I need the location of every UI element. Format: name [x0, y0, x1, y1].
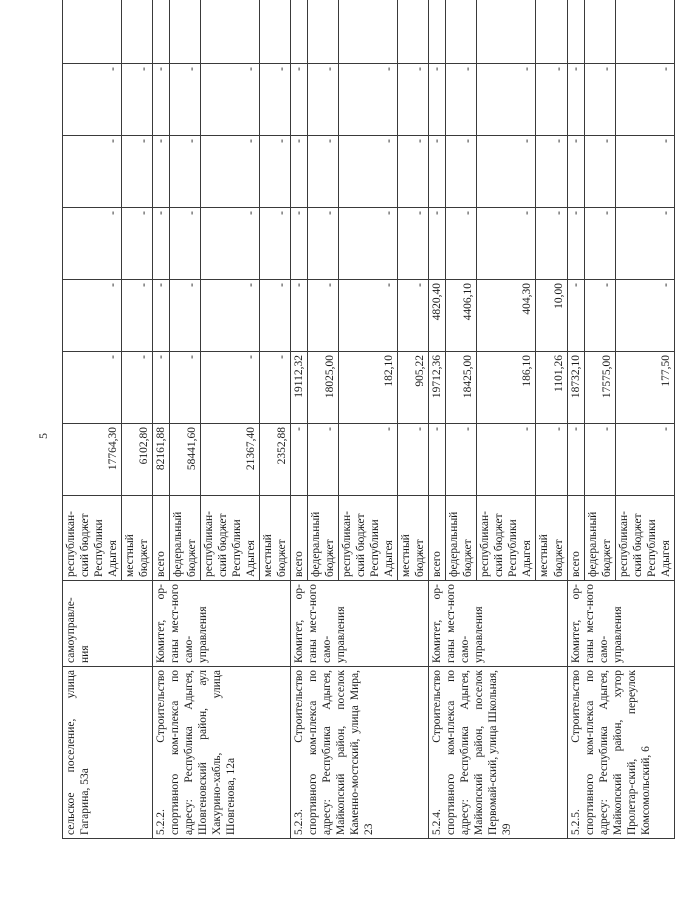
amount-cell: -	[398, 424, 429, 496]
amount-cell: -	[615, 424, 674, 496]
amount-cell: -	[536, 136, 567, 208]
amount-cell: -	[536, 64, 567, 136]
amount-cell	[153, 0, 170, 64]
amount-cell	[567, 0, 584, 64]
amount-cell: -	[63, 280, 122, 352]
amount-cell: -	[153, 208, 170, 280]
amount-cell: -	[429, 64, 446, 136]
amount-cell: -	[153, 280, 170, 352]
amount-cell: -	[122, 136, 153, 208]
amount-cell: -	[153, 136, 170, 208]
amount-cell	[63, 0, 122, 64]
amount-cell: 4820,40	[429, 280, 446, 352]
amount-cell: 82161,88	[153, 424, 170, 496]
amount-cell: -	[446, 136, 477, 208]
amount-cell: -	[291, 136, 308, 208]
amount-cell: -	[584, 280, 615, 352]
amount-cell: 18025,00	[308, 352, 339, 424]
amount-cell: 186,10	[477, 352, 536, 424]
amount-cell: 404,30	[477, 280, 536, 352]
amount-cell: -	[260, 64, 291, 136]
funding-source-cell: республикан-ский бюджет Республики Адыгея	[477, 496, 536, 581]
table-body	[63, 0, 675, 839]
object-cell: 5.2.3. Строительство спортивного ком-плекса по адресу: Республика Адыгея, Майкопский район, поселок Каменно-мостский, улица Мира, 23	[291, 667, 429, 839]
amount-cell: -	[122, 208, 153, 280]
executor-cell: Комитет, ор-ганы мест-ного само-управления	[291, 581, 429, 667]
funding-source-cell: всего	[567, 496, 584, 581]
funding-source-cell: местный бюджет	[122, 496, 153, 581]
amount-cell	[260, 0, 291, 64]
amount-cell: -	[446, 208, 477, 280]
executor-cell: Комитет, ор-ганы мест-ного само-управления	[429, 581, 567, 667]
table-row	[429, 0, 446, 839]
amount-cell: -	[477, 424, 536, 496]
funding-source-cell: всего	[153, 496, 170, 581]
amount-cell: -	[567, 208, 584, 280]
amount-cell: -	[567, 424, 584, 496]
funding-source-cell: федеральный бюджет	[170, 496, 201, 581]
amount-cell: 2352,88	[260, 424, 291, 496]
executor-cell: Комитет, ор-ганы мест-ного само-управления	[567, 581, 674, 667]
amount-cell: -	[291, 64, 308, 136]
amount-cell: -	[201, 280, 260, 352]
object-cell: 5.2.5. Строительство спортивного ком-плекса по адресу: Республика Адыгея, Майкопский район, хутор Пролетар-ский, переулок Комсомольский, 6	[567, 667, 674, 839]
amount-cell: 4406,10	[446, 280, 477, 352]
amount-cell: -	[201, 208, 260, 280]
amount-cell: -	[170, 352, 201, 424]
amount-cell: 19712,36	[429, 352, 446, 424]
funding-source-cell: федеральный бюджет	[584, 496, 615, 581]
amount-cell: 18732,10	[567, 352, 584, 424]
amount-cell: -	[63, 64, 122, 136]
funding-source-cell: местный бюджет	[536, 496, 567, 581]
amount-cell: 177,50	[615, 352, 674, 424]
amount-cell: -	[584, 208, 615, 280]
amount-cell: -	[63, 352, 122, 424]
funding-source-cell: всего	[429, 496, 446, 581]
executor-cell: самоуправле-ния	[63, 581, 153, 667]
amount-cell: -	[339, 64, 398, 136]
amount-cell: 19112,32	[291, 352, 308, 424]
amount-cell	[201, 0, 260, 64]
amount-cell: 17575,00	[584, 352, 615, 424]
amount-cell: -	[398, 136, 429, 208]
amount-cell: 6102,80	[122, 424, 153, 496]
amount-cell: -	[567, 280, 584, 352]
amount-cell: -	[260, 352, 291, 424]
amount-cell: -	[308, 208, 339, 280]
amount-cell: -	[429, 136, 446, 208]
amount-cell: -	[170, 136, 201, 208]
amount-cell: -	[308, 64, 339, 136]
amount-cell: -	[398, 64, 429, 136]
amount-cell: -	[122, 280, 153, 352]
amount-cell	[615, 0, 674, 64]
amount-cell: -	[201, 352, 260, 424]
funding-source-cell: местный бюджет	[398, 496, 429, 581]
amount-cell: -	[536, 424, 567, 496]
amount-cell	[308, 0, 339, 64]
funding-source-cell: республикан-ский бюджет Республики Адыгея	[615, 496, 674, 581]
amount-cell: -	[260, 136, 291, 208]
amount-cell: -	[584, 136, 615, 208]
amount-cell: 182,10	[339, 352, 398, 424]
amount-cell: -	[339, 208, 398, 280]
amount-cell: -	[122, 352, 153, 424]
funding-source-cell: федеральный бюджет	[446, 496, 477, 581]
amount-cell: -	[615, 280, 674, 352]
amount-cell: -	[308, 280, 339, 352]
amount-cell: -	[308, 424, 339, 496]
table-row	[153, 0, 170, 839]
amount-cell: 21367,40	[201, 424, 260, 496]
funding-source-cell: местный бюджет	[260, 496, 291, 581]
amount-cell: -	[170, 208, 201, 280]
amount-cell	[170, 0, 201, 64]
amount-cell: -	[291, 280, 308, 352]
amount-cell	[398, 0, 429, 64]
amount-cell: 1101,26	[536, 352, 567, 424]
amount-cell: -	[477, 64, 536, 136]
table-row	[291, 0, 308, 839]
amount-cell	[339, 0, 398, 64]
amount-cell: -	[584, 424, 615, 496]
amount-cell: 905,22	[398, 352, 429, 424]
amount-cell: -	[567, 64, 584, 136]
funding-source-cell: республикан-ский бюджет Республики Адыгея	[339, 496, 398, 581]
amount-cell	[446, 0, 477, 64]
amount-cell: -	[398, 280, 429, 352]
amount-cell: -	[291, 208, 308, 280]
amount-cell: -	[536, 208, 567, 280]
amount-cell: -	[477, 136, 536, 208]
amount-cell: -	[170, 280, 201, 352]
amount-cell: -	[339, 136, 398, 208]
object-cell: 5.2.2. Строительство спортивного ком-плекса по адресу: Республика Адыгея, Шовгеновский район, аул Хакурино-хабль, улица Шовгенова, 12а	[153, 667, 291, 839]
amount-cell: -	[308, 136, 339, 208]
amount-cell: -	[260, 280, 291, 352]
amount-cell: -	[477, 208, 536, 280]
rotated-table-wrapper	[62, 64, 672, 839]
amount-cell: -	[153, 64, 170, 136]
amount-cell: -	[584, 64, 615, 136]
amount-cell: -	[429, 208, 446, 280]
amount-cell: -	[339, 280, 398, 352]
amount-cell: -	[339, 424, 398, 496]
amount-cell: -	[260, 208, 291, 280]
amount-cell: -	[615, 64, 674, 136]
amount-cell: -	[170, 64, 201, 136]
budget-table	[62, 0, 675, 839]
table-row	[63, 0, 122, 839]
amount-cell: -	[446, 424, 477, 496]
amount-cell	[429, 0, 446, 64]
amount-cell: -	[63, 208, 122, 280]
object-cell: сельское поселение, улица Гагарина, 53а	[63, 667, 153, 839]
amount-cell: -	[153, 352, 170, 424]
amount-cell: -	[398, 208, 429, 280]
amount-cell: 58441,60	[170, 424, 201, 496]
table-row	[567, 0, 584, 839]
amount-cell: -	[615, 208, 674, 280]
executor-cell: Комитет, ор-ганы мест-ного само-управления	[153, 581, 291, 667]
amount-cell: -	[615, 136, 674, 208]
amount-cell: -	[201, 136, 260, 208]
amount-cell: 10,00	[536, 280, 567, 352]
amount-cell: -	[122, 64, 153, 136]
amount-cell: -	[291, 424, 308, 496]
amount-cell	[122, 0, 153, 64]
funding-source-cell: республикан-ский бюджет Республики Адыгея	[201, 496, 260, 581]
funding-source-cell: республикан-ский бюджет Республики Адыгея	[63, 496, 122, 581]
amount-cell: 17764,30	[63, 424, 122, 496]
page-number: 5	[36, 433, 50, 439]
amount-cell: -	[429, 424, 446, 496]
amount-cell: -	[567, 136, 584, 208]
amount-cell: 18425,00	[446, 352, 477, 424]
amount-cell	[584, 0, 615, 64]
amount-cell	[477, 0, 536, 64]
amount-cell	[536, 0, 567, 64]
amount-cell: -	[63, 136, 122, 208]
object-cell: 5.2.4. Строительство спортивного ком-плекса по адресу: Республика Адыгея, Майкопский район, поселок Первомай-ский, улица Школьная, 39	[429, 667, 567, 839]
funding-source-cell: федеральный бюджет	[308, 496, 339, 581]
amount-cell: -	[446, 64, 477, 136]
funding-source-cell: всего	[291, 496, 308, 581]
amount-cell: -	[201, 64, 260, 136]
amount-cell	[291, 0, 308, 64]
